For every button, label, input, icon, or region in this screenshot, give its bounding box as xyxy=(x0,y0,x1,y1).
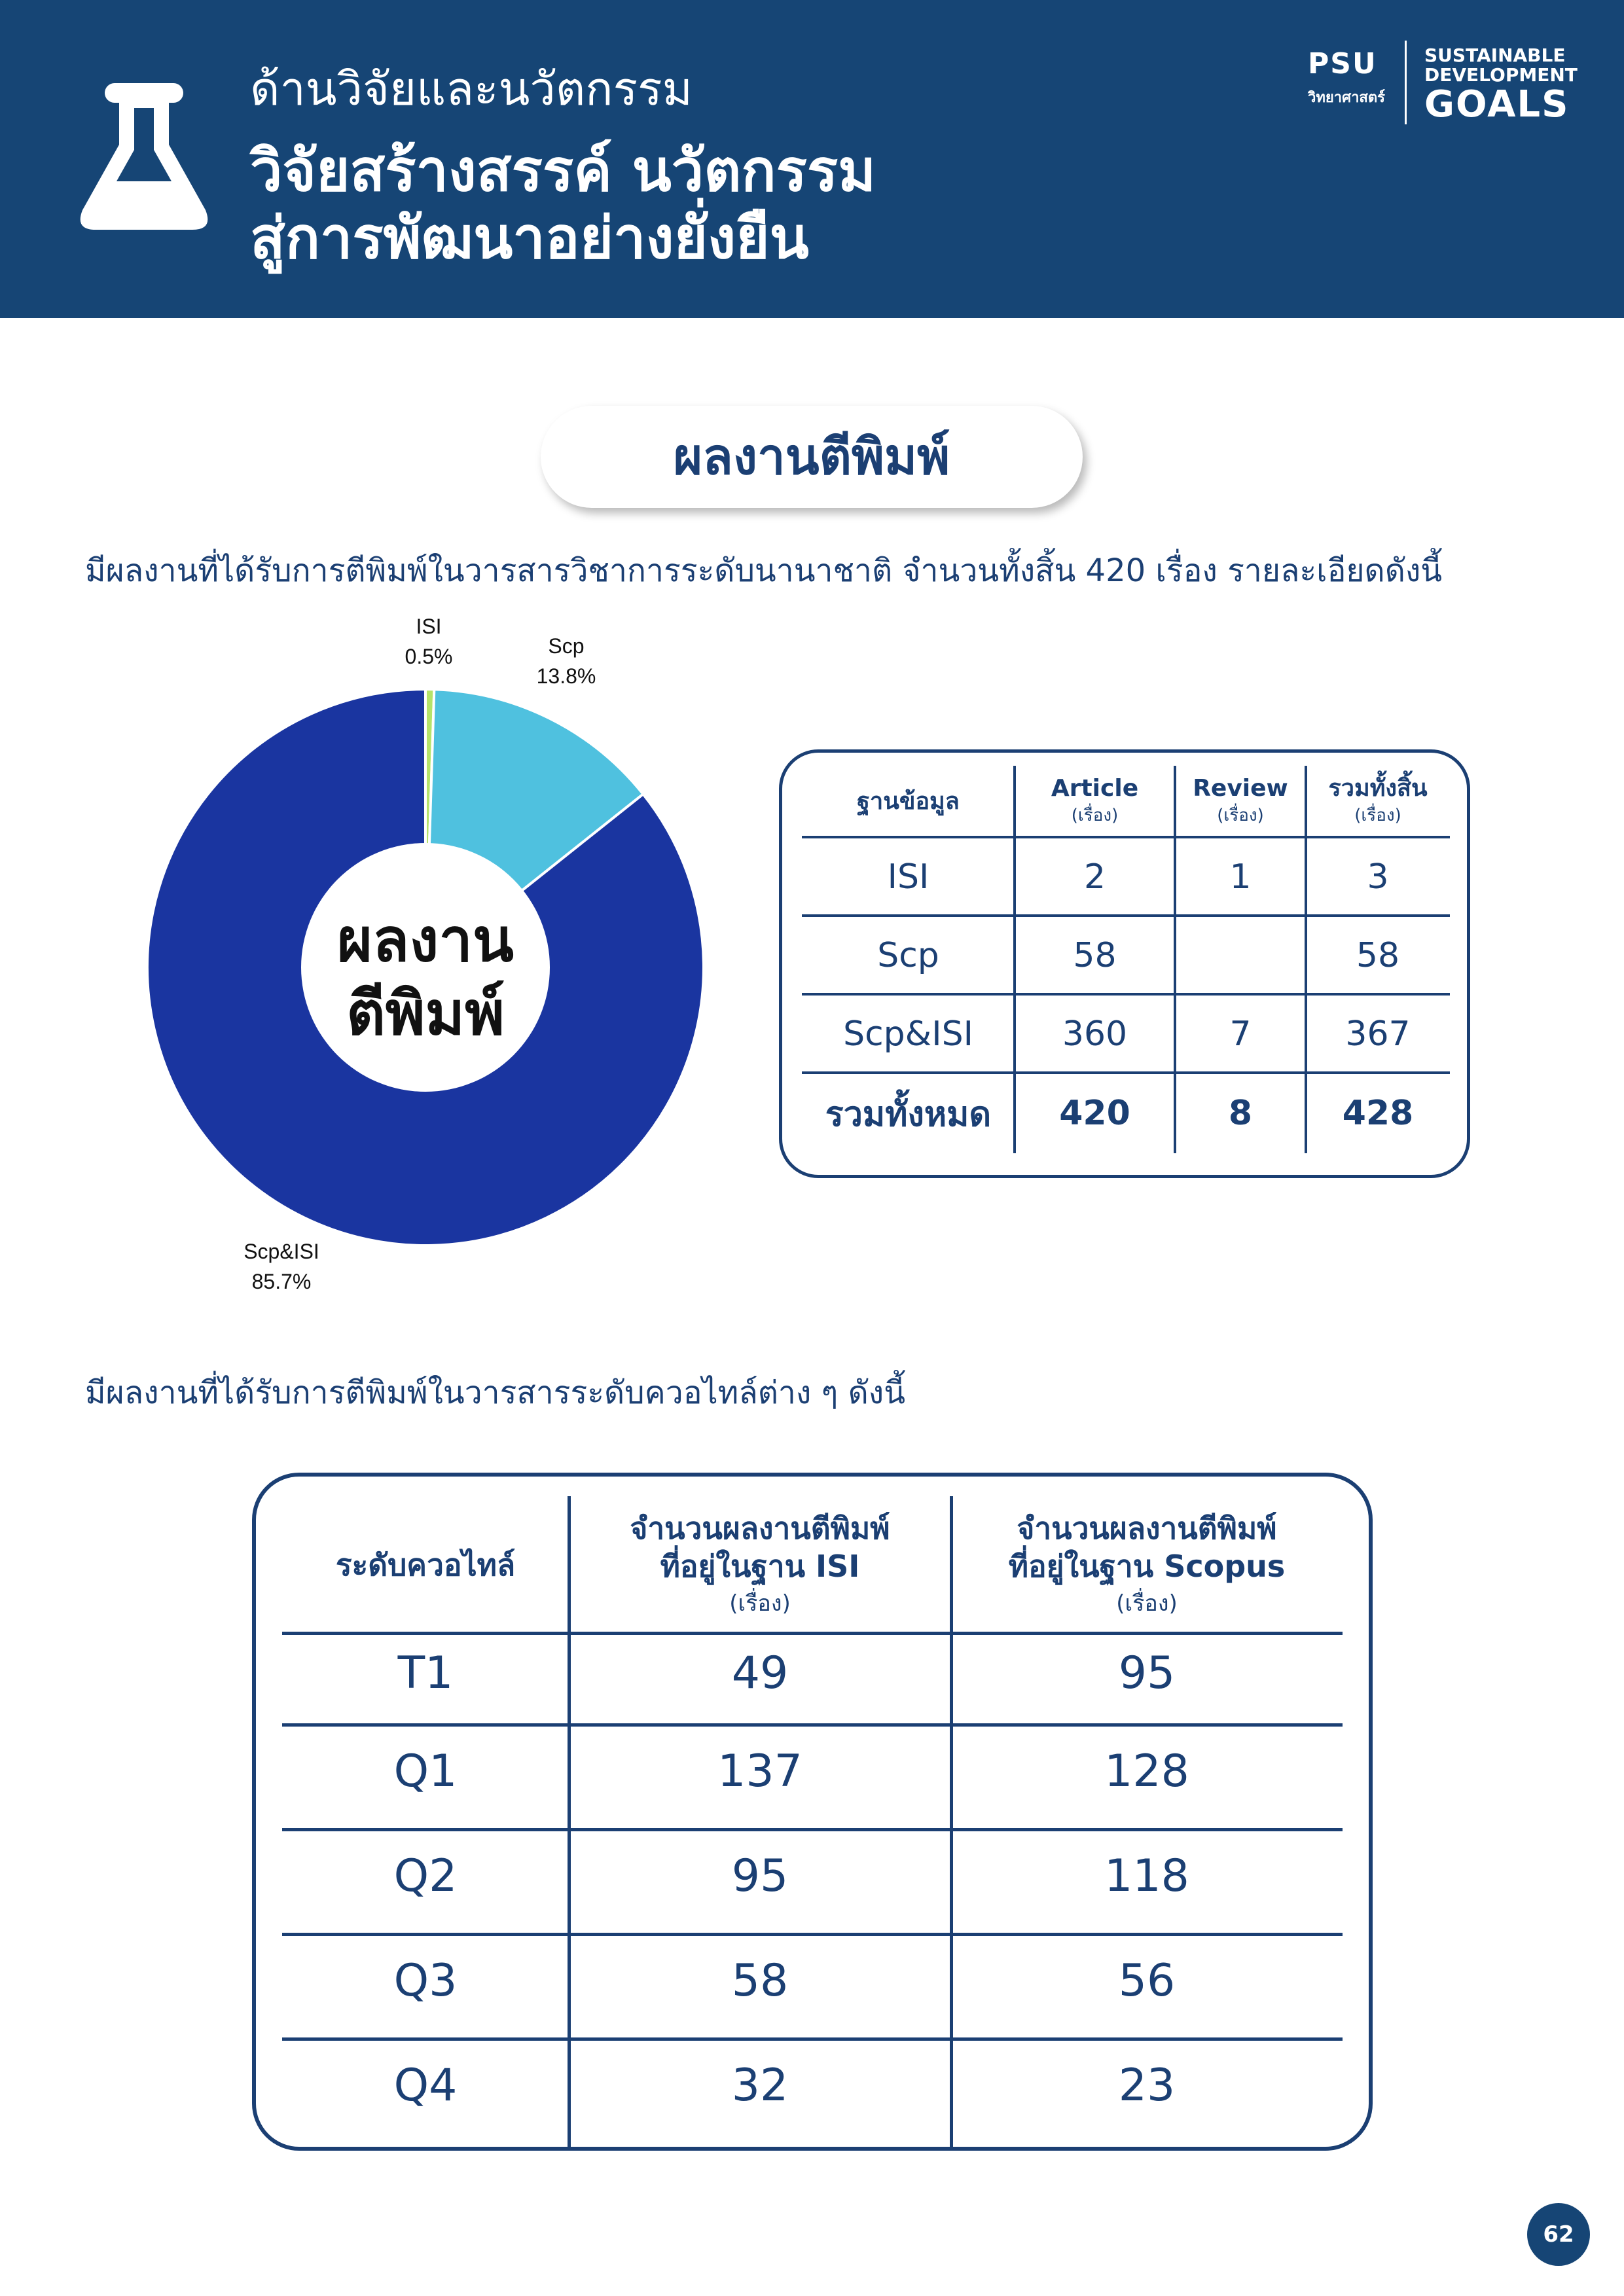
table1-cell: 428 xyxy=(1342,1094,1414,1133)
table1-cell: 360 xyxy=(1062,1014,1128,1054)
table1-cell: 420 xyxy=(1059,1094,1130,1133)
sdg-logo-line1: SUSTAINABLE xyxy=(1424,45,1566,66)
table2-cell: Q4 xyxy=(393,2059,458,2111)
table1-header-label: Article xyxy=(1051,774,1139,802)
table2-header-unit: (เรื่อง) xyxy=(729,1590,791,1617)
table2-col-divider xyxy=(950,1496,953,2151)
publication-database-table xyxy=(779,749,1470,1178)
table1-cell: ISI xyxy=(887,857,929,897)
table2-header-cell xyxy=(569,1496,951,1634)
header-subtitle: ด้านวิจัยและนวัตกรรม xyxy=(250,62,693,116)
table1-cell: 7 xyxy=(1229,1014,1252,1054)
table1-col-divider xyxy=(1013,766,1016,1153)
table2-header-unit: (เรื่อง) xyxy=(1116,1590,1178,1617)
table1-row-divider xyxy=(802,1071,1450,1074)
table2-row-divider xyxy=(282,2037,1343,2041)
section-title-pill xyxy=(541,406,1083,508)
header-title-line2: สู่การพัฒนาอย่างยั่งยืน xyxy=(250,204,809,272)
table1-cell: 2 xyxy=(1083,857,1106,897)
table2-cell: Q2 xyxy=(393,1850,458,1902)
logo-divider xyxy=(1405,41,1407,124)
table2-cell: 56 xyxy=(1118,1954,1176,2007)
table1-row-divider xyxy=(802,914,1450,917)
table1-header-unit: (เรื่อง) xyxy=(1071,805,1119,825)
table2-cell: Q3 xyxy=(393,1954,458,2007)
table2-header-line2: ที่อยู่ในฐาน Scopus xyxy=(1008,1549,1286,1584)
table2-header-cell xyxy=(951,1496,1343,1634)
table2-cell: 95 xyxy=(1118,1647,1176,1699)
table1-cell: 1 xyxy=(1229,857,1252,897)
table2-header-line1: จำนวนผลงานตีพิมพ์ xyxy=(630,1511,890,1546)
psu-logo-mark: PSU xyxy=(1308,47,1377,81)
table2-cell: 49 xyxy=(731,1647,789,1699)
section-title: ผลงานตีพิมพ์ xyxy=(673,427,950,486)
table1-cell: 8 xyxy=(1228,1094,1253,1133)
table1-cell: รวมทั้งหมด xyxy=(825,1094,992,1134)
table2-cell: Q1 xyxy=(393,1745,458,1797)
donut-label-1: ISI xyxy=(416,615,442,638)
donut-value-1: 0.5% xyxy=(405,645,453,668)
table1-header-label: รวมทั้งสิ้น xyxy=(1328,774,1428,802)
table1-cell: 367 xyxy=(1345,1014,1411,1054)
table1-cell xyxy=(1175,916,1306,995)
table2-header-line2: ที่อยู่ในฐาน ISI xyxy=(660,1549,860,1584)
table2-cell: 58 xyxy=(731,1954,789,2007)
sdg-logo-line3: GOALS xyxy=(1424,83,1570,126)
table1-cell: 58 xyxy=(1073,936,1117,975)
table1-header-cell xyxy=(802,766,1015,838)
psu-logo-text: วิทยาศาสตร์ xyxy=(1308,90,1385,106)
table2-header-cell xyxy=(282,1496,569,1634)
quartile-table xyxy=(252,1473,1373,2151)
table1-row-divider xyxy=(802,993,1450,996)
page-number: 62 xyxy=(1527,2203,1590,2266)
table1-col-divider xyxy=(1305,766,1307,1153)
table2-row-divider xyxy=(282,1933,1343,1936)
donut-label-3: Scp&ISI xyxy=(244,1240,319,1263)
table1-col-divider xyxy=(1174,766,1176,1153)
table1-cell: 3 xyxy=(1367,857,1389,897)
table1-cell: 58 xyxy=(1356,936,1400,975)
table2-cell: 95 xyxy=(731,1850,789,1902)
table1-header-cell xyxy=(1306,766,1450,838)
table2-col-divider xyxy=(568,1496,571,2151)
page-header xyxy=(0,0,1624,318)
table1-cell: Scp&ISI xyxy=(843,1014,973,1054)
flask-icon xyxy=(79,82,209,232)
table1-cell: Scp xyxy=(877,936,939,975)
table2-header-line1: ระดับควอไทล์ xyxy=(335,1547,516,1583)
table2-row-divider xyxy=(282,1632,1343,1635)
table2-cell: 118 xyxy=(1104,1850,1189,1902)
donut-center-label-line2: ตีพิมพ์ xyxy=(346,978,505,1049)
table1-header-unit: (เรื่อง) xyxy=(1354,805,1401,825)
donut-value-3: 85.7% xyxy=(251,1270,312,1293)
table1-header-unit: (เรื่อง) xyxy=(1217,805,1264,825)
table2-header-line1: จำนวนผลงานตีพิมพ์ xyxy=(1017,1511,1277,1546)
table2-cell: 137 xyxy=(717,1745,803,1797)
quartile-paragraph: มีผลงานที่ได้รับการตีพิมพ์ในวารสารระดับควอไทล์ต่าง ๆ ดังนี้ xyxy=(85,1374,906,1411)
table2-row-divider xyxy=(282,1828,1343,1831)
publication-donut-chart xyxy=(65,615,785,1322)
table1-row-divider xyxy=(802,836,1450,838)
table2-row-divider xyxy=(282,1723,1343,1727)
table1-header-cell xyxy=(1175,766,1306,838)
donut-label-2: Scp xyxy=(548,634,585,658)
table2-cell: T1 xyxy=(397,1647,454,1699)
sdg-logo-line2: DEVELOPMENT xyxy=(1424,64,1578,86)
intro-paragraph: มีผลงานที่ได้รับการตีพิมพ์ในวารสารวิชาการระดับนานาชาติ จำนวนทั้งสิ้น 420 เรื่อง รายละเอียดดังนี้ xyxy=(85,552,1443,589)
table2-cell: 32 xyxy=(731,2059,789,2111)
sdg-logo xyxy=(1424,46,1578,124)
table1-header-label: Review xyxy=(1193,774,1288,802)
table1-header-cell xyxy=(1015,766,1175,838)
header-title-line1: วิจัยสร้างสรรค์ นวัตกรรม xyxy=(250,137,876,204)
table1-header-label: ฐานข้อมูล xyxy=(857,788,960,815)
donut-center-label-line1: ผลงาน xyxy=(337,905,514,975)
table2-cell: 128 xyxy=(1104,1745,1189,1797)
table2-cell: 23 xyxy=(1118,2059,1176,2111)
psu-logo xyxy=(1308,47,1399,119)
donut-value-2: 13.8% xyxy=(536,664,596,688)
